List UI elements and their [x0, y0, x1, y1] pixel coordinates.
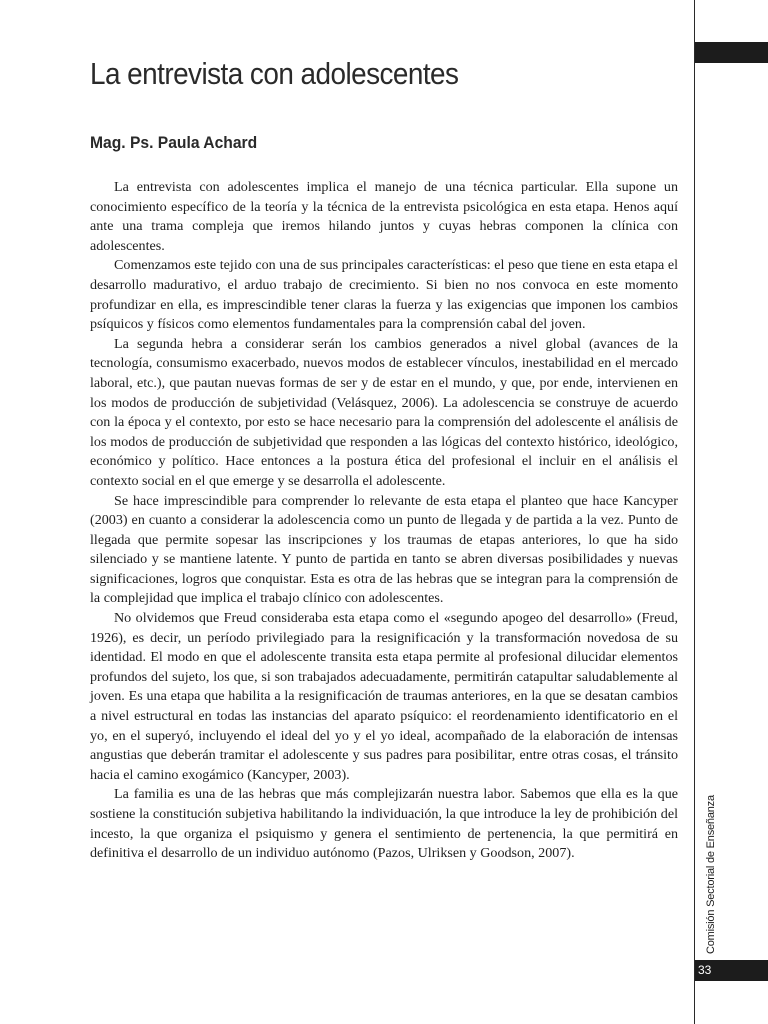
author-byline: Mag. Ps. Paula Achard	[90, 133, 258, 152]
paragraph: Comenzamos este tejido con una de sus principales características: el peso que tiene en esta etapa el desarrollo madurativo, el arduo trabajo de crecimiento. Si bien no nos convoca en este momento profundizar en ella, es imprescindible tener claras la fuerza y las exigencias que imponen los cambios psíquicos y físicos como elementos fundamentales para la comprensión cabal del joven.	[90, 257, 678, 333]
margin-tab-top	[695, 42, 768, 63]
paragraph: La segunda hebra a considerar serán los cambios generados a nivel global (avances de la tecnología, consumismo exacerbado, nuevos modos de establecer vínculos, inestabilidad en el mercado laboral, etc.), que pautan nuevas formas de ser y de estar en el mundo, y que, por ende, intervienen en los modos de producción de subjetividad (Velásquez, 2006). La adolescencia se construye de acuerdo con la época y el contexto, por esto se hace necesario para la comprensión del adolescente el análisis de los modos de producción de subjetividad que responden a las lógicas del contexto histórico, ideológico, económico y político. Hace entonces a la postura ética del profesional el incluir en el análisis el contexto social en el que emerge y se desarrolla el adolescente.	[90, 335, 678, 489]
paragraph: La entrevista con adolescentes implica el manejo de una técnica particular. Ella supone un conocimiento específico de la teoría y la técnica de la entrevista psicológica en esta etapa. Henos aquí ante una trama compleja que iremos hilando juntos y cuyas hebras componen la clínica con adolescentes.	[90, 179, 678, 254]
page-title: La entrevista con adolescentes	[90, 56, 459, 91]
article-body	[90, 178, 678, 864]
margin-divider	[694, 0, 695, 1024]
page-number: 33	[698, 963, 712, 977]
margin-side-label: Comisión Sectorial de Enseñanza	[705, 795, 717, 954]
paragraph: La familia es una de las hebras que más complejizarán nuestra labor. Sabemos que ella es la que sostiene la constitución subjetiva habilitando la individuación, la que introduce la ley de prohibición del incesto, la que organiza el psiquismo y genera el sentimiento de pertenencia, la que permitirá en definitiva el desarrollo de un individuo autónomo (Pazos, Ulriksen y Goodson, 2007).	[90, 786, 678, 862]
paragraph: Se hace imprescindible para comprender lo relevante de esta etapa el planteo que hace Kancyper (2003) en cuanto a considerar la adolescencia como un punto de llegada y de partida a la vez. Punto de llegada que permite sopesar las inscripciones y los traumas de etapas anteriores, lo que ha sido silenciado y se mantiene latente. Y punto de partida en tanto se abren diversas posibilidades y nuevas significaciones, logros que conquistar. Esta es otra de las hebras que se integran para la comprensión de la complejidad que implica el trabajo clínico con adolescentes.	[90, 492, 678, 607]
paragraph: No olvidemos que Freud consideraba esta etapa como el «segundo apogeo del desarrollo» (Freud, 1926), es decir, un período privilegiado para la resignificación y la transformación novedosa de su identidad. El modo en que el adolescente transita esta etapa permite al profesional dilucidar elementos profundos del sujeto, los que, si son trabajados adecuadamente, permitirán catapultar saludablemente al joven. Es una etapa que habilita a la resignificación de traumas anteriores, en la que se desatan cambios a nivel estructural en todas las instancias del aparato psíquico: el reordenamiento identificatorio en el yo, en el superyó, incluyendo el ideal del yo y el yo ideal, acompañado de la elaboración de intensas angustias que deberán tramitar el adolescente y sus padres para posibilitar, entre otras cosas, el tránsito hacia el camino exogámico (Kancyper, 2003).	[90, 610, 678, 783]
